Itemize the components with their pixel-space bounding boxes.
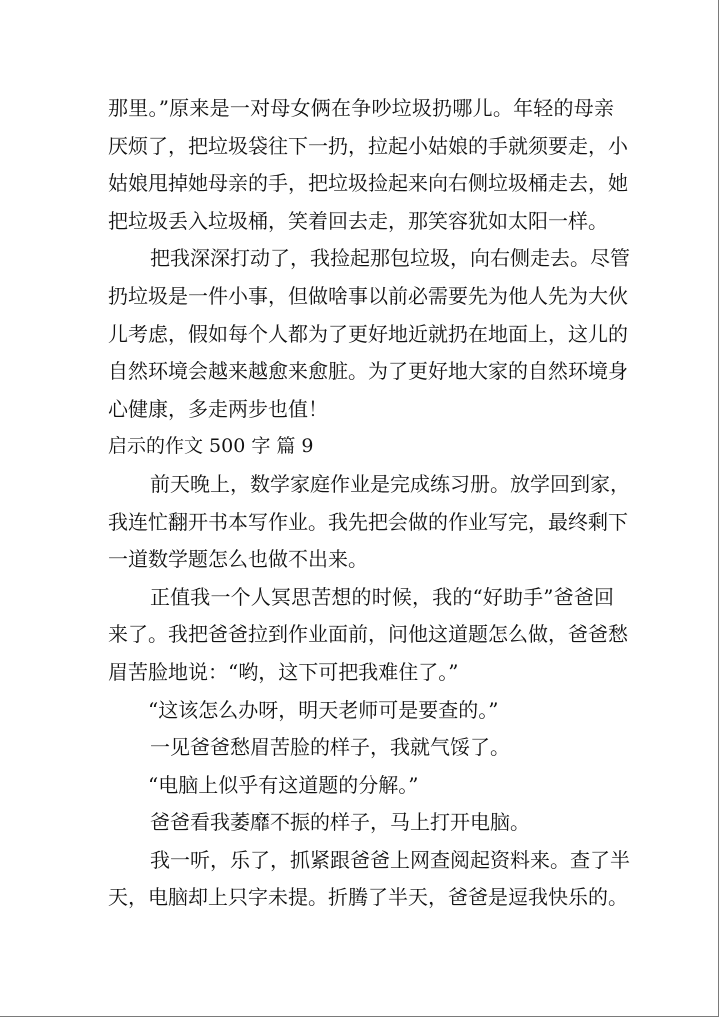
- text-line: 来了。我把爸爸拉到作业面前，问他这道题怎么做，爸爸愁: [108, 622, 628, 647]
- text-line: 心健康，多走两步也值！: [108, 396, 328, 421]
- paragraph-first-line: 我一听，乐了，抓紧跟爸爸上网查阅起资料来。查了半: [150, 847, 630, 872]
- text-line: 天，电脑却上只字未提。折腾了半天，爸爸是逗我快乐的。: [108, 885, 628, 910]
- text-line: 姑娘甩掉她母亲的手，把垃圾捡起来向右侧垃圾桶走去，她: [108, 171, 628, 196]
- text-line: 一道数学题怎么也做不出来。: [108, 547, 368, 572]
- text-line: 眉苦脸地说：“哟，这下可把我难住了。”: [108, 659, 459, 684]
- paragraph-first-line: 把我深深打动了，我捡起那包垃圾，向右侧走去。尽管: [150, 246, 630, 271]
- paragraph-first-line: 前天晚上，数学家庭作业是完成练习册。放学回到家，: [150, 471, 630, 496]
- text-line: 厌烦了，把垃圾袋往下一扔，拉起小姑娘的手就须要走，小: [108, 133, 628, 158]
- dialogue-line: “电脑上似乎有这道题的分解。”: [148, 772, 419, 797]
- text-line: 儿考虑，假如每个人都为了更好地近就扔在地面上，这儿的: [108, 321, 628, 346]
- paragraph-line: 爸爸看我萎靡不振的样子，马上打开电脑。: [150, 810, 530, 835]
- text-line: 扔垃圾是一件小事，但做啥事以前必需要先为他人先为大伙: [108, 283, 628, 308]
- paragraph-first-line: 正值我一个人冥思苦想的时候，我的“好助手”爸爸回: [150, 584, 614, 609]
- section-heading: 启示的作文 500 字 篇 9: [108, 435, 314, 458]
- paragraph-line: 一见爸爸愁眉苦脸的样子，我就气馁了。: [150, 735, 510, 760]
- text-line: 我连忙翻开书本写作业。我先把会做的作业写完，最终剩下: [108, 509, 628, 534]
- text-line: 那里。”原来是一对母女俩在争吵垃圾扔哪儿。年轻的母亲: [108, 96, 614, 120]
- text-line: 自然环境会越来越愈来愈脏。为了更好地大家的自然环境身: [108, 359, 628, 384]
- document-body: [108, 90, 630, 917]
- text-line: 把垃圾丢入垃圾桶，笑着回去走，那笑容犹如太阳一样。: [108, 208, 608, 233]
- dialogue-line: “这该怎么办呀，明天老师可是要查的。”: [148, 697, 499, 722]
